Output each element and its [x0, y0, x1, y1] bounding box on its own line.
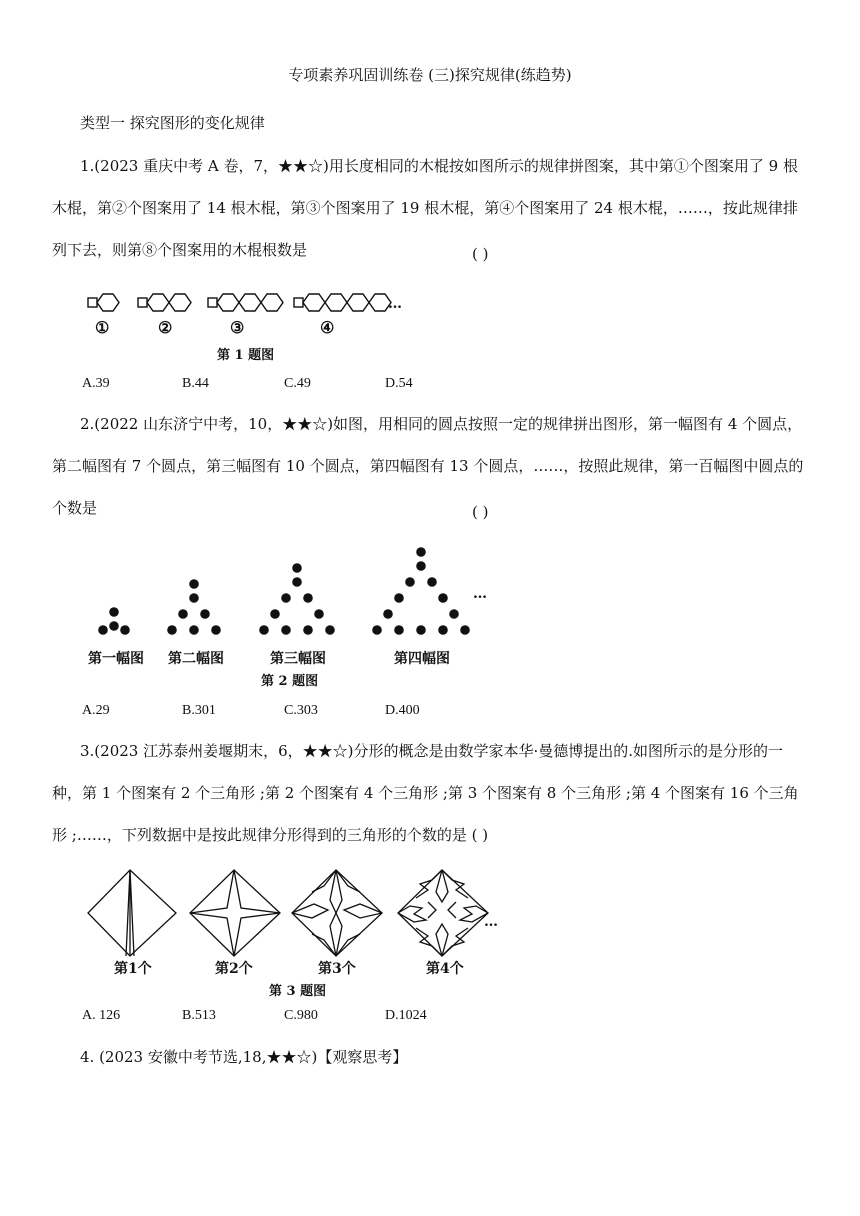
- question-3-figure: [84, 862, 504, 962]
- section-heading: 类型一 探究图形的变化规律: [80, 114, 265, 132]
- option-b: B.513: [182, 1008, 216, 1023]
- ellipsis: …: [388, 296, 402, 312]
- option-c: C.303: [284, 703, 318, 718]
- hexagon-shape: [217, 294, 239, 311]
- figure-label: ①: [95, 318, 110, 337]
- option-a: A. 126: [82, 1008, 121, 1023]
- figure-label: ②: [158, 318, 173, 337]
- square-shape: [294, 298, 303, 307]
- hexagon-shape: [169, 294, 191, 311]
- option-a: A.29: [82, 703, 110, 718]
- dot-patterns: [98, 547, 470, 635]
- hexagon-shape: [325, 294, 347, 311]
- figure-label: ③: [230, 318, 245, 337]
- question-1-answer-paren: ( ): [472, 245, 489, 263]
- option-d: D.54: [385, 376, 413, 391]
- question-4-text: 4. (2023 安徽中考节选,18,★★☆)【观察思考】: [80, 1048, 408, 1066]
- square-shape: [208, 298, 217, 307]
- figure-label: 第三幅图: [270, 651, 326, 667]
- hexagon-shape: [261, 294, 283, 311]
- hexagon-shape: [347, 294, 369, 311]
- question-2-answer-paren: ( ): [472, 503, 489, 521]
- square-shape: [138, 298, 147, 307]
- option-c: C.980: [284, 1008, 318, 1023]
- hexagon-shape: [147, 294, 169, 311]
- option-b: B.44: [182, 376, 209, 391]
- question-2-figure: [80, 540, 500, 650]
- hexagon-shape: [239, 294, 261, 311]
- question-3-text: 3.(2023 江苏泰州姜堰期末，6，★★☆)分形的概念是由数学家本华·曼德博提出的.如图所示的是分形的一种，第 1 个图案有 2 个三角形 ;第 2 个图案有 4 个三角形 ;第 3 个图案有 8 个三角形 ;第 4 个图案有 16 个三角形 ;……，下列数据中是按此规律分形得到的三角形的个数的是 ( ): [52, 742, 799, 844]
- figure-label: 第2个: [215, 961, 253, 977]
- option-c: C.49: [284, 376, 311, 391]
- figure-label: 第3个: [318, 961, 356, 977]
- figure-caption: 第 1 题图: [217, 348, 275, 363]
- figure-label: ④: [320, 318, 335, 337]
- option-d: D.1024: [385, 1008, 427, 1023]
- figure-label: 第1个: [114, 961, 152, 977]
- option-a: A.39: [82, 376, 110, 391]
- question-2-text: 2.(2022 山东济宁中考，10，★★☆)如图，用相同的圆点按照一定的规律拼出图形，第一幅图有 4 个圆点，第二幅图有 7 个圆点，第三幅图有 10 个圆点，第四幅图有 13 个圆点，……，按照此规律，第一百幅图中圆点的个数是: [52, 415, 804, 517]
- figure-caption: 第 2 题图: [261, 674, 319, 689]
- square-shape: [88, 298, 97, 307]
- figure-caption: 第 3 题图: [269, 984, 327, 999]
- ellipsis: …: [484, 914, 498, 930]
- figure-label: 第4个: [426, 961, 464, 977]
- fractal-patterns: [88, 870, 488, 956]
- page-title: 专项素养巩固训练卷 (三)探究规律(练趋势): [288, 66, 572, 84]
- figure-label: 第一幅图: [88, 651, 144, 667]
- option-b: B.301: [182, 703, 216, 718]
- figure-label: 第二幅图: [168, 651, 224, 667]
- option-d: D.400: [385, 703, 420, 718]
- stick-patterns: [88, 294, 391, 311]
- question-1-text: 1.(2023 重庆中考 A 卷，7，★★☆)用长度相同的木棍按如图所示的规律拼图案，其中第①个图案用了 9 根木棍，第②个图案用了 14 根木棍，第③个图案用了 19 根木棍，第④个图案用了 24 根木棍，……，按此规律排列下去，则第⑧个图案用的木棍根数是: [52, 157, 798, 259]
- ellipsis: …: [473, 586, 487, 602]
- hexagon-shape: [303, 294, 325, 311]
- figure-label: 第四幅图: [394, 651, 450, 667]
- hexagon-shape: [97, 294, 119, 311]
